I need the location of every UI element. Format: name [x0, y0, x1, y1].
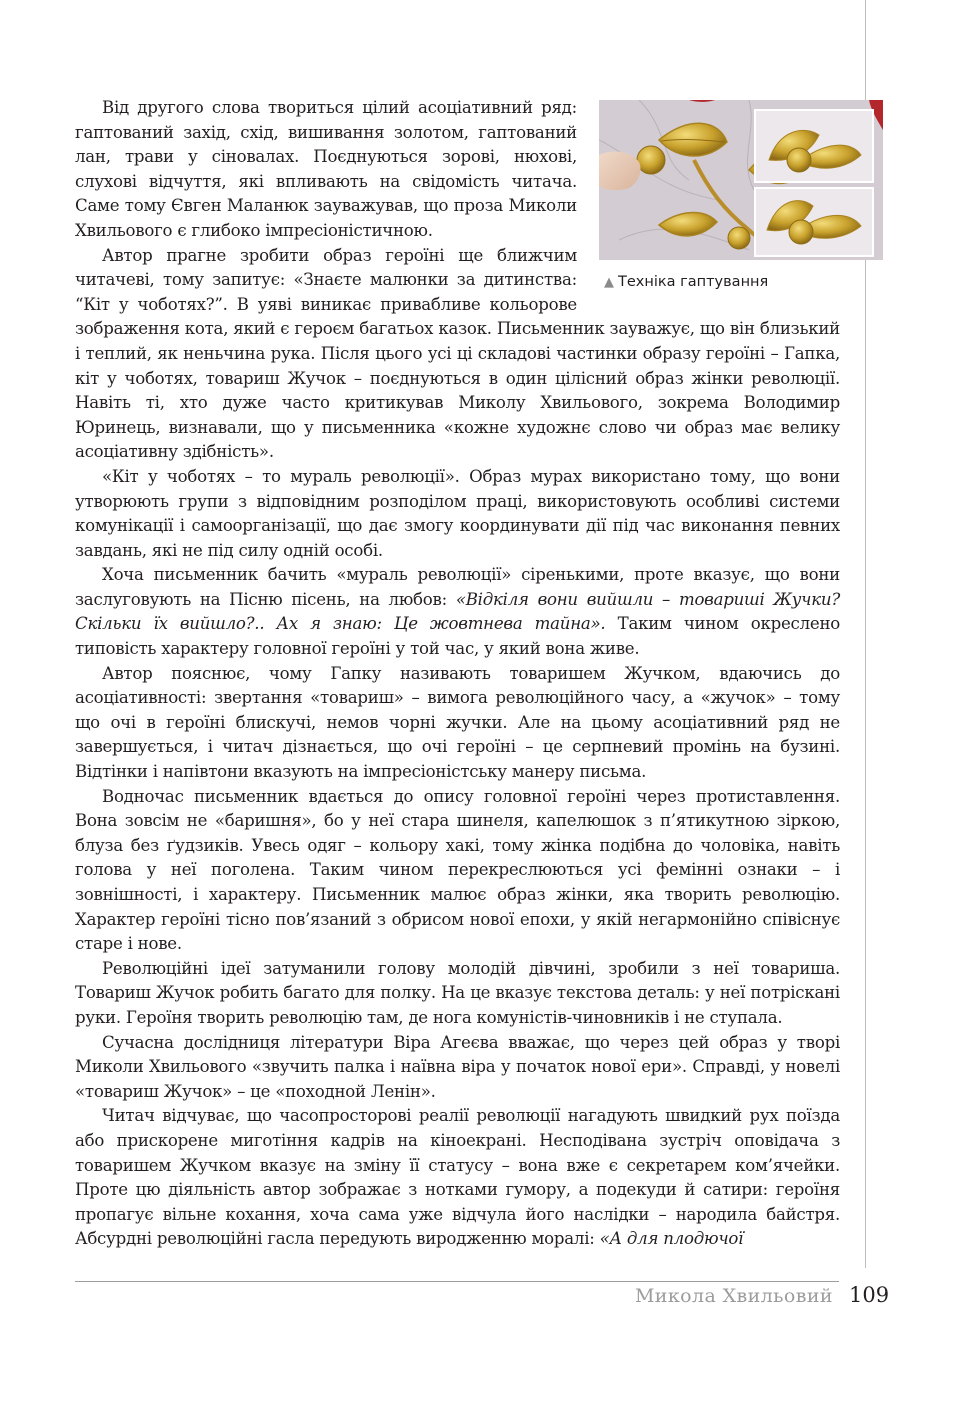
footer-rule — [75, 1281, 839, 1282]
embroidery-photo — [599, 100, 883, 260]
paragraph-7 — [75, 957, 840, 1031]
text-run: Сучасна дослідниця літератури Віра Агеєва вважає, що через цей образ у творі Миколи Хвильового «звучить палка і наївна віра у початок нової ери». Справді, у новелі «товариш Жучок» – це «походной Ленін». — [75, 1032, 840, 1101]
text-run: Таким чином окреслено типовість характеру головної героїні у той час, у який вона живе. — [75, 614, 840, 659]
embroidery-illustration — [599, 100, 883, 260]
italic-quote: «А для плодючої — [599, 1229, 744, 1249]
figure-caption-text: Техніка гаптування — [618, 274, 769, 290]
figure — [599, 100, 883, 300]
paragraph-3 — [75, 465, 840, 563]
footer-author: Микола Хвильовий — [634, 1285, 833, 1307]
text-run: Читач відчуває, що часопросторові реалії революції нагадують швидкий рух поїзда або прискорене миготіння кадрів на кіноекрані. Несподівана зустріч оповідача з товаришем Жучком вказує на зміну її статусу – вона вже є секретарем ком’ячейки. Проте цю діяльність автор зображає з нотками гумору, а подекуди й сатири: героїня пропагує вільне кохання, хоча сама уже відчула його наслідки – народила байстря. Абсурдні революційні гасла передують виродженню моралі: — [75, 1106, 840, 1249]
text-run: Революційні ідеї затуманили голову молодій дівчині, зробили з неї товариша. Товариш Жучок робить багато для полку. На це вказує текстова деталь: у неї потріскані руки. Героїня творить революцію там, де нога комуністів-чиновників і не ступала. — [75, 958, 840, 1027]
text-run: «Кіт у чоботях – то мураль революції». Образ мурах використано тому, що вони утворюють групи з відповідним розподілом праці, використовують особливі системи комунікації і самоорганізації, що дає змогу координувати дії під час виконання певних завдань, які не під силу одній особі. — [75, 466, 840, 560]
paragraph-9 — [75, 1104, 840, 1252]
text-run: Водночас письменник вдається до опису головної героїні через протиставлення. Вона зовсім не «баришня», бо у неї стара шинеля, капелюшок з п’ятикутною зіркою, блуза без ґудзиків. Увесь одяг – кольору хакі, тому жінка подібна до чоловіка, навіть голова у неї поголена. Таким чином перекреслюються усі фемінні ознаки – і зовнішності, і характеру. Письменник малює образ жінки, яка творить революцію. Характер героїні тісно пов’язаний з обрисом нової епохи, у якій негармонійно співіснує старе і нове. — [75, 786, 840, 954]
italic-quote: «Відкіля вони вийшли – товариші Жучки? Скільки їх вийшло?.. Ах я знаю: Це жовтнева тайна». — [75, 589, 840, 634]
paragraph-4 — [75, 563, 840, 661]
body-text — [75, 96, 840, 1252]
paragraph-8 — [75, 1031, 840, 1105]
text-run: Автор пояснює, чому Гапку називають товаришем Жучком, вдаючись до асоціативності: звертання «товариш» – вимога революційного часу, а «жучок» – тому що очі в героїні блискучі, немов чорні жучки. Але на цьому асоціативний ряд не завершується, і читач дізнається, що очі героїні – це серпневий промінь на бузині. Відтінки і напівтони вказують на імпресіоністську манеру письма. — [75, 663, 840, 782]
text-run: Від другого слова твориться цілий асоціативний ряд: гаптований захід, схід, вишивання золотом, гаптований лан, трави у сіновалах. Поєднуються зорові, нюхові, слухові відчуття, які впливають на свідомість читача. Саме тому Євген Маланюк зауважував, що проза Миколи Хвильового є глибоко імпресіоністичною. — [75, 98, 577, 240]
paragraph-5 — [75, 662, 840, 785]
figure-caption — [599, 273, 883, 292]
triangle-marker-icon: ▲ — [604, 275, 614, 290]
text-run: Автор прагне зробити образ героїні ще ближчим читачеві, тому запитує: «Знаєте малюнки за дитинства: “Кіт у чоботях?”. В уяві виникає привабливе кольорове зображення кота, який є героєм багатьох казок. Письменник зауважує, що він близький і теплий, як неньчина рука. Після цього усі ці складові частинки образу героїні – Гапка, кіт у чоботях, товариш Жучок – поєднуються в один цілісний образ жінки революції. Навіть ті, хто дуже часто критикував Миколу Хвильового, зокрема Володимир Юринець, визнавали, що у письменника «кожне художнє слово чи образ має велику асоціативну здібність». — [75, 245, 840, 462]
paragraph-6 — [75, 785, 840, 957]
text-run: Хоча письменник бачить «мураль революції» сіренькими, проте вказує, що вони заслуговують на Пісню пісень, на любов: — [75, 565, 840, 609]
page-number: 109 — [849, 1283, 890, 1307]
